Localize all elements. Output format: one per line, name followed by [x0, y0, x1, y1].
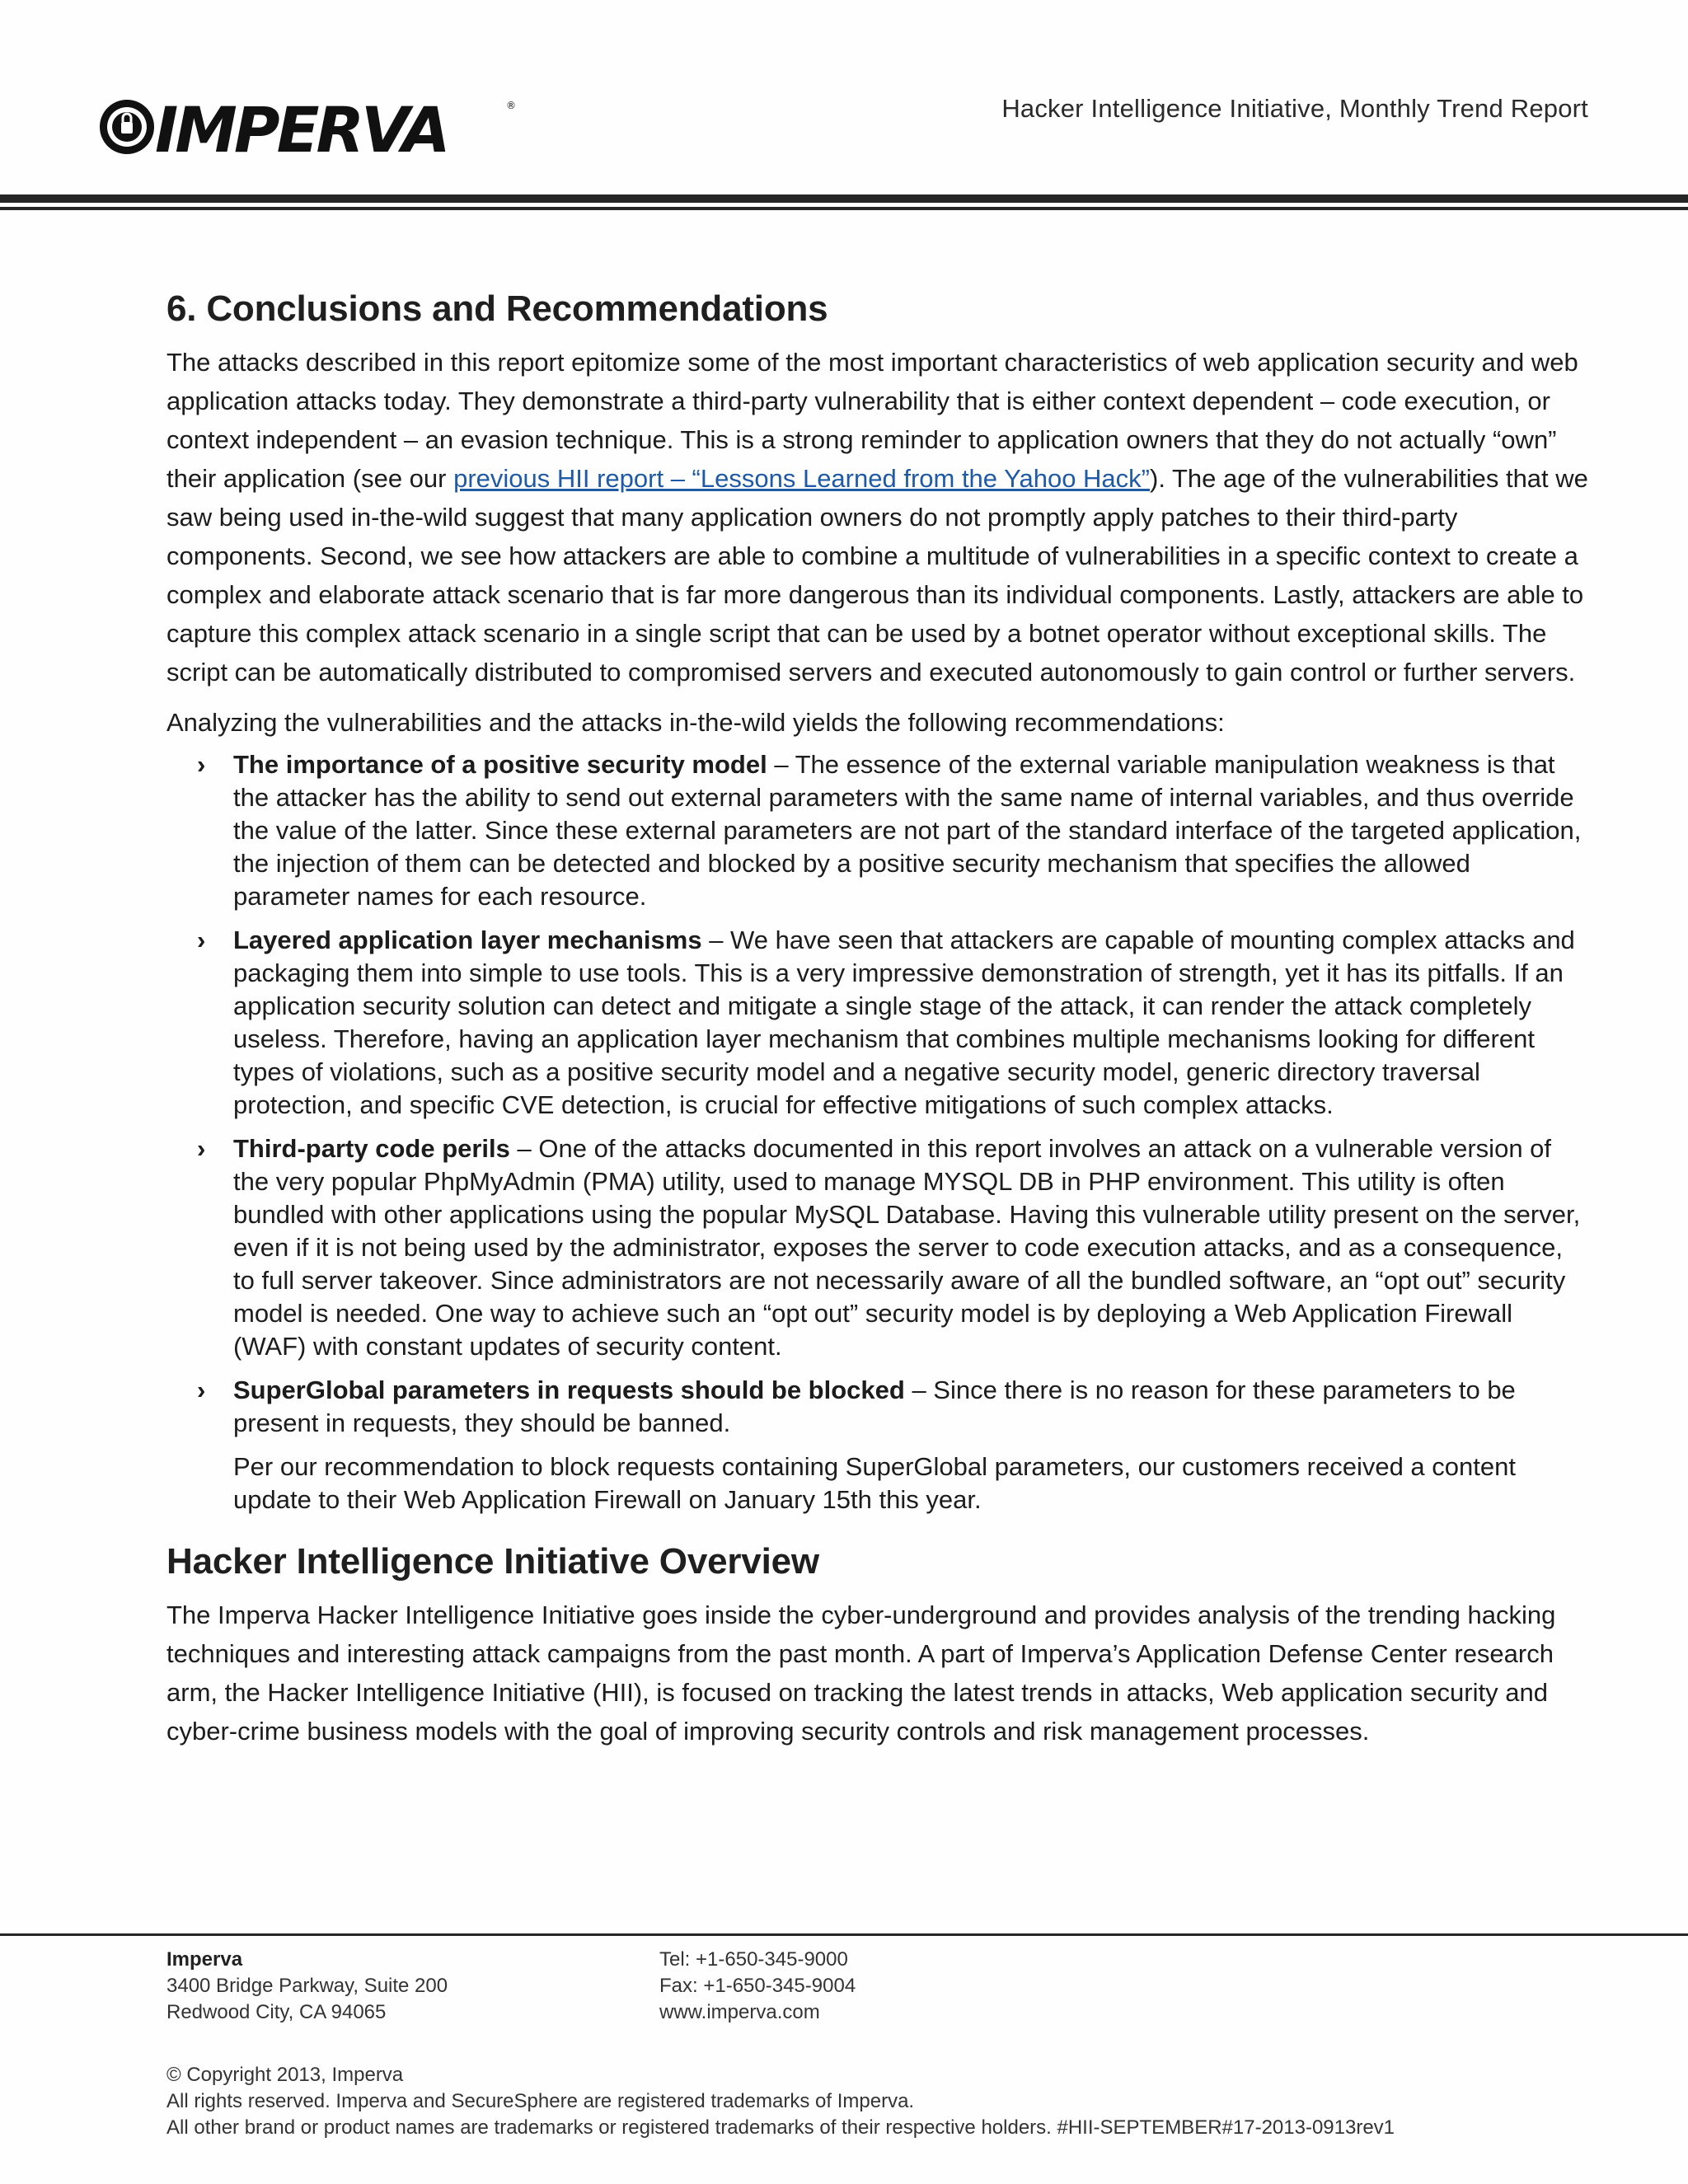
- report-title: Hacker Intelligence Initiative, Monthly Trend Report: [1001, 94, 1588, 123]
- recommendation-item: [166, 1132, 1588, 1363]
- section-heading-conclusions: 6. Conclusions and Recommendations: [166, 288, 828, 329]
- para-text-after-link: ). The age of the vulnerabilities that we saw being used in-the-wild suggest that many application owners do not promptly apply patches to their third-party components. Second, we see how attackers are able to combine a multitude of vulnerabilities in a specific context to create a complex and elaborate attack scenario that is far more dangerous than its individual components. Lastly, attackers are able to capture this complex attack scenario in a single script that can be used by a botnet operator without exceptional skills. The script can be automatically distributed to compromised servers and executed autonomously to gain control or further servers.: [166, 464, 1588, 687]
- page-header: [0, 0, 1688, 214]
- footer-legal: [166, 2062, 1588, 2141]
- conclusions-paragraph: [166, 343, 1588, 691]
- recommendation-title: SuperGlobal parameters in requests should be blocked: [233, 1376, 905, 1404]
- header-divider-thin: [0, 207, 1688, 210]
- bullet-chevron-icon: ›: [197, 1134, 206, 1163]
- bullet-chevron-icon: ›: [197, 750, 206, 779]
- bullet-chevron-icon: ›: [197, 926, 206, 954]
- recommendations-intro: Analyzing the vulnerabilities and the attacks in-the-wild yields the following recommendations:: [166, 708, 1225, 737]
- recommendation-item: [166, 748, 1588, 913]
- footer-divider: [0, 1933, 1688, 1936]
- recommendation-title: Layered application layer mechanisms: [233, 926, 702, 954]
- main-content: [166, 288, 1588, 1750]
- recommendation-item: [166, 1374, 1588, 1440]
- recommendation-title: The importance of a positive security model: [233, 750, 767, 779]
- footer-company-name: Imperva: [166, 1948, 243, 1971]
- footer-address-line: 3400 Bridge Parkway, Suite 200: [166, 1975, 448, 1997]
- overview-paragraph: The Imperva Hacker Intelligence Initiative goes inside the cyber-underground and provides analysis of the trending hacking techniques and interesting attack campaigns from the past month. A part of Imperva’s Application Defense Center research arm, the Hacker Intelligence Initiative (HII), is focused on tracking the latest trends in attacks, Web application security and cyber-crime business models with the goal of improving security controls and risk management processes.: [166, 1601, 1556, 1746]
- imperva-logo: [97, 97, 518, 157]
- footer-trademarks: All other brand or product names are trademarks or registered trademarks of their respective holders. #HII-SEPTEMBER#17-2013-0913rev1: [166, 2116, 1395, 2139]
- recommendations-list: [166, 748, 1588, 1440]
- footer-phone: Tel: +1-650-345-9000: [659, 1948, 848, 1971]
- footer-contact-block: [659, 1947, 1121, 2026]
- header-divider-thick: [0, 194, 1688, 203]
- footer-copyright: © Copyright 2013, Imperva: [166, 2064, 404, 2086]
- bullet-chevron-icon: ›: [197, 1376, 206, 1404]
- recommendation-text: – Since there is no reason for these parameters to be present in requests, they should be banned.: [233, 1376, 1516, 1437]
- previous-report-link[interactable]: previous HII report – “Lessons Learned from the Yahoo Hack”: [453, 464, 1150, 493]
- footer-rights: All rights reserved. Imperva and SecureSphere are registered trademarks of Imperva.: [166, 2090, 915, 2112]
- footer-address-line: Redwood City, CA 94065: [166, 2001, 387, 2023]
- recommendation-title: Third-party code perils: [233, 1134, 510, 1163]
- recommendation-item: [166, 924, 1588, 1122]
- para-text-before-link: The attacks described in this report epitomize some of the most important characteristics of web application security and web application attacks today. They demonstrate a third-party vulnerability that is either context dependent – code execution, or context independent – an evasion technique. This is a strong reminder to application owners that they do not actually “own” their application (see our: [166, 348, 1578, 493]
- svg-text:®: ®: [506, 100, 516, 111]
- section-heading-overview: Hacker Intelligence Initiative Overview: [166, 1541, 819, 1582]
- footer-website: www.imperva.com: [659, 2001, 820, 2023]
- recommendation-text: – The essence of the external variable manipulation weakness is that the attacker has the ability to send out external parameters with the same name of internal variables, and thus override the value of the latter. Since these external parameters are not part of the standard interface of the targeted application, the injection of them can be detected and blocked by a positive security mechanism that specifies the allowed parameter names for each resource.: [233, 750, 1582, 911]
- footer-fax: Fax: +1-650-345-9004: [659, 1975, 856, 1997]
- imperva-logo-mark: [97, 97, 518, 157]
- logo-wordmark: IMPERVA: [155, 97, 448, 157]
- recommendation-text: – One of the attacks documented in this report involves an attack on a vulnerable version of the very popular PhpMyAdmin (PMA) utility, used to manage MYSQL DB in PHP environment. This utility is often bundled with other applications using the popular MySQL Database. Having this vulnerable utility present on the server, even if it is not being used by the administrator, exposes the server to code execution attacks, and as a consequence, to full server takeover. Since administrators are not necessarily aware of all the bundled software, an “opt out” security model is needed. One way to achieve such an “opt out” security model is by deploying a Web Application Firewall (WAF) with constant updates of security content.: [233, 1134, 1581, 1361]
- recommendation-text: – We have seen that attackers are capable of mounting complex attacks and packaging them into simple to use tools. This is a very impressive demonstration of strength, yet it has its pitfalls. If an application security solution can detect and mitigate a single stage of the attack, it can render the attack completely useless. Therefore, having an application layer mechanism that combines multiple mechanisms looking for different types of violations, such as a positive security model and a negative security model, generic directory traversal protection, and specific CVE detection, is crucial for effective mitigations of such complex attacks.: [233, 926, 1575, 1119]
- footer-address-block: [166, 1947, 628, 2026]
- recommendation-note: Per our recommendation to block requests containing SuperGlobal parameters, our customers received a content update to their Web Application Firewall on January 15th this year.: [233, 1452, 1516, 1514]
